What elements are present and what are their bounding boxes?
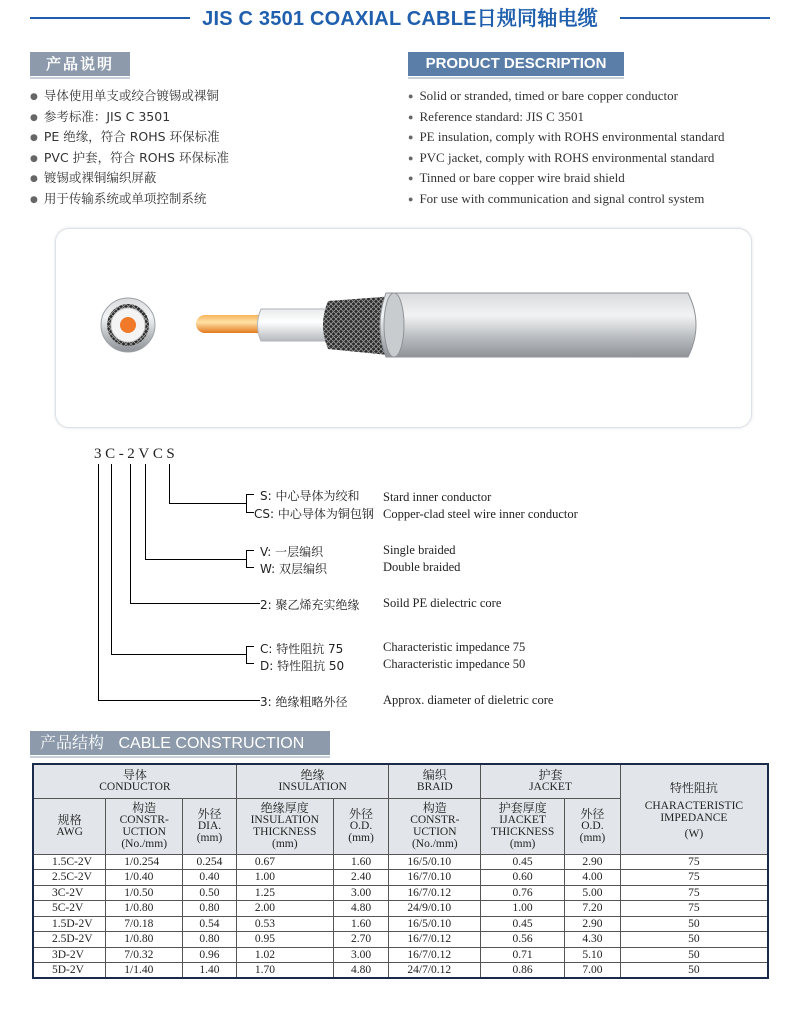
construction-header: [30, 731, 330, 755]
bracket-line: [246, 550, 254, 551]
bracket-line: [246, 646, 254, 647]
table-cell: 2.5C-2V: [33, 870, 106, 886]
legend-en: Soild PE dielectric core: [383, 596, 502, 610]
legend-cn: S: 中心导体为绞和: [260, 489, 360, 503]
cable-illustration-panel: [55, 228, 752, 428]
table-cell: 0.96: [183, 947, 237, 963]
leader-line: [98, 700, 260, 701]
group-impedance: 特性阻抗 CHARACTERISTIC IMPEDANCE (W): [620, 764, 768, 854]
col-conductor-construction: 构造 CONSTR- UCTION (No./mm): [106, 798, 183, 854]
list-item: ● PVC 护套，符合 ROHS 环保标准: [30, 148, 229, 169]
table-cell: 16/7/0.12: [389, 885, 481, 901]
table-cell: 5.10: [565, 947, 621, 963]
table-cell: 1/0.80: [106, 901, 183, 917]
table-cell: 5C-2V: [33, 901, 106, 917]
table-cell: 16/5/0.10: [389, 916, 481, 932]
legend-en: Stard inner conductor: [383, 490, 492, 504]
leader-line: [145, 464, 146, 560]
table-row: [33, 916, 768, 932]
table-cell: 50: [620, 963, 768, 979]
cn-feature-list: [30, 86, 229, 210]
table-cell: 1.00: [481, 901, 565, 917]
list-item: ● PE insulation, comply with ROHS environmental standard: [408, 127, 725, 148]
legend-en: Single braided: [383, 543, 456, 557]
table-row: [33, 932, 768, 948]
leader-line: [169, 503, 247, 504]
group-conductor: 导体 CONDUCTOR: [33, 764, 236, 798]
table-cell: 4.30: [565, 932, 621, 948]
legend-cn: D: 特性阻抗 50: [260, 659, 345, 673]
table-cell: 0.80: [183, 901, 237, 917]
group-jacket: 护套 JACKET: [481, 764, 621, 798]
bracket-line: [246, 494, 254, 495]
page-title: JIS C 3501 COAXIAL CABLE日规同轴电缆: [0, 2, 800, 31]
table-cell: 1.60: [333, 854, 389, 870]
cable-code: 3C-2VCS: [94, 446, 179, 462]
table-cell: 1/0.40: [106, 870, 183, 886]
cn-description-header: 产品说明: [30, 52, 130, 76]
table-cell: 1.02: [236, 947, 333, 963]
table-cell: 50: [620, 932, 768, 948]
bracket-line: [246, 494, 247, 513]
table-cell: 1.70: [236, 963, 333, 979]
construction-header-en: CABLE CONSTRUCTION: [118, 735, 305, 752]
table-cell: 7/0.32: [106, 947, 183, 963]
legend-cn: V: 一层编织: [260, 545, 324, 559]
cross-section: [101, 298, 155, 352]
table-cell: 50: [620, 947, 768, 963]
leader-line: [145, 559, 247, 560]
table-cell: 75: [620, 854, 768, 870]
group-braid: 编织 BRAID: [389, 764, 481, 798]
legend-en: Characteristic impedance 75: [383, 640, 526, 654]
leader-line: [111, 464, 112, 655]
en-feature-list: [408, 86, 725, 210]
bracket-line: [246, 663, 254, 664]
table-cell: 2.40: [333, 870, 389, 886]
list-item: ● PE 绝缘，符合 ROHS 环保标准: [30, 127, 229, 148]
table-cell: 0.254: [183, 854, 237, 870]
table-cell: 0.56: [481, 932, 565, 948]
table-cell: 2.5D-2V: [33, 932, 106, 948]
legend-en: Characteristic impedance 50: [383, 657, 526, 671]
table-cell: 0.60: [481, 870, 565, 886]
table-cell: 1.40: [183, 963, 237, 979]
table-cell: 5.00: [565, 885, 621, 901]
table-row: [33, 885, 768, 901]
table-cell: 3D-2V: [33, 947, 106, 963]
table-cell: 3.00: [333, 947, 389, 963]
list-item: ● Reference standard: JIS C 3501: [408, 107, 725, 128]
table-cell: 2.90: [565, 854, 621, 870]
table-cell: 2.90: [565, 916, 621, 932]
list-item: ● 镀锡或裸铜编织屏蔽: [30, 168, 229, 189]
leader-line: [130, 603, 260, 604]
legend-en: Double braided: [383, 560, 461, 574]
col-conductor-dia: 外径 DIA. (mm): [183, 798, 237, 854]
table-cell: 24/9/0.10: [389, 901, 481, 917]
table-cell: 1.5C-2V: [33, 854, 106, 870]
list-item: ● For use with communication and signal control system: [408, 189, 725, 210]
table-cell: 75: [620, 870, 768, 886]
col-awg: 规格 AWG: [33, 798, 106, 854]
legend-cn: 2: 聚乙烯充实绝缘: [260, 598, 360, 612]
table-cell: 5D-2V: [33, 963, 106, 979]
leader-line: [98, 464, 99, 701]
table-cell: 0.67: [236, 854, 333, 870]
table-cell: 0.40: [183, 870, 237, 886]
leader-line: [111, 654, 247, 655]
table-cell: 1/0.50: [106, 885, 183, 901]
table-cell: 1/1.40: [106, 963, 183, 979]
table-cell: 50: [620, 916, 768, 932]
legend-en: Approx. diameter of dieletric core: [383, 693, 554, 707]
col-braid-construction: 构造 CONSTR- UCTION (No./mm): [389, 798, 481, 854]
col-insulation-od: 外径 O.D. (mm): [333, 798, 389, 854]
construction-header-cn: 产品结构: [40, 733, 105, 752]
table-cell: 1.60: [333, 916, 389, 932]
table-row: [33, 854, 768, 870]
table-cell: 4.80: [333, 963, 389, 979]
table-cell: 16/7/0.10: [389, 870, 481, 886]
table-cell: 3C-2V: [33, 885, 106, 901]
table-cell: 75: [620, 901, 768, 917]
table-row: [33, 870, 768, 886]
legend-en: Copper-clad steel wire inner conductor: [383, 507, 578, 521]
table-cell: 0.54: [183, 916, 237, 932]
table-cell: 0.53: [236, 916, 333, 932]
table-cell: 4.00: [565, 870, 621, 886]
table-cell: 16/7/0.12: [389, 947, 481, 963]
list-item: ● Tinned or bare copper wire braid shield: [408, 168, 725, 189]
legend-cn: W: 双层编织: [260, 562, 328, 576]
table-cell: 7/0.18: [106, 916, 183, 932]
table-cell: 75: [620, 885, 768, 901]
table-cell: 0.76: [481, 885, 565, 901]
table-row: [33, 901, 768, 917]
table-cell: 7.00: [565, 963, 621, 979]
bracket-line: [246, 550, 247, 568]
construction-table: [32, 763, 769, 979]
table-row: [33, 963, 768, 979]
table-cell: 1/0.254: [106, 854, 183, 870]
cable-illustration: [56, 229, 751, 427]
table-cell: 3.00: [333, 885, 389, 901]
table-cell: 24/7/0.12: [389, 963, 481, 979]
col-jacket-thickness: 护套厚度 IJACKET THICKNESS (mm): [481, 798, 565, 854]
bracket-line: [246, 567, 254, 568]
table-cell: 1.25: [236, 885, 333, 901]
table-cell: 2.00: [236, 901, 333, 917]
table-cell: 16/7/0.12: [389, 932, 481, 948]
table-cell: 1.00: [236, 870, 333, 886]
table-cell: 0.86: [481, 963, 565, 979]
bracket-line: [246, 646, 247, 664]
list-item: ● Solid or stranded, timed or bare copper conductor: [408, 86, 725, 107]
list-item: ● 参考标准：JIS C 3501: [30, 107, 229, 128]
bracket-line: [246, 512, 254, 513]
en-description-header: PRODUCT DESCRIPTION: [408, 52, 624, 76]
table-cell: 0.80: [183, 932, 237, 948]
table-cell: 0.71: [481, 947, 565, 963]
table-row: [33, 947, 768, 963]
table-cell: 1.5D-2V: [33, 916, 106, 932]
table-cell: 0.95: [236, 932, 333, 948]
list-item: ● 导体使用单支或绞合镀锡或裸铜: [30, 86, 229, 107]
list-item: ● PVC jacket, comply with ROHS environmental standard: [408, 148, 725, 169]
col-jacket-od: 外径 O.D. (mm): [565, 798, 621, 854]
legend-cn: CS: 中心导体为铜包钢: [254, 507, 374, 521]
table-cell: 0.45: [481, 854, 565, 870]
leader-line: [169, 464, 170, 504]
list-item: ● 用于传输系统或单项控制系统: [30, 189, 229, 210]
table-cell: 0.45: [481, 916, 565, 932]
table-cell: 0.50: [183, 885, 237, 901]
construction-table-body: [33, 854, 768, 978]
table-cell: 16/5/0.10: [389, 854, 481, 870]
col-insulation-thickness: 绝缘厚度 INSULATION THICKNESS (mm): [236, 798, 333, 854]
group-insulation: 绝缘 INSULATION: [236, 764, 389, 798]
table-cell: 4.80: [333, 901, 389, 917]
table-cell: 1/0.80: [106, 932, 183, 948]
table-cell: 2.70: [333, 932, 389, 948]
legend-cn: 3: 绝缘粗略外径: [260, 695, 348, 709]
leader-line: [130, 464, 131, 604]
table-cell: 7.20: [565, 901, 621, 917]
legend-cn: C: 特性阻抗 75: [260, 642, 344, 656]
